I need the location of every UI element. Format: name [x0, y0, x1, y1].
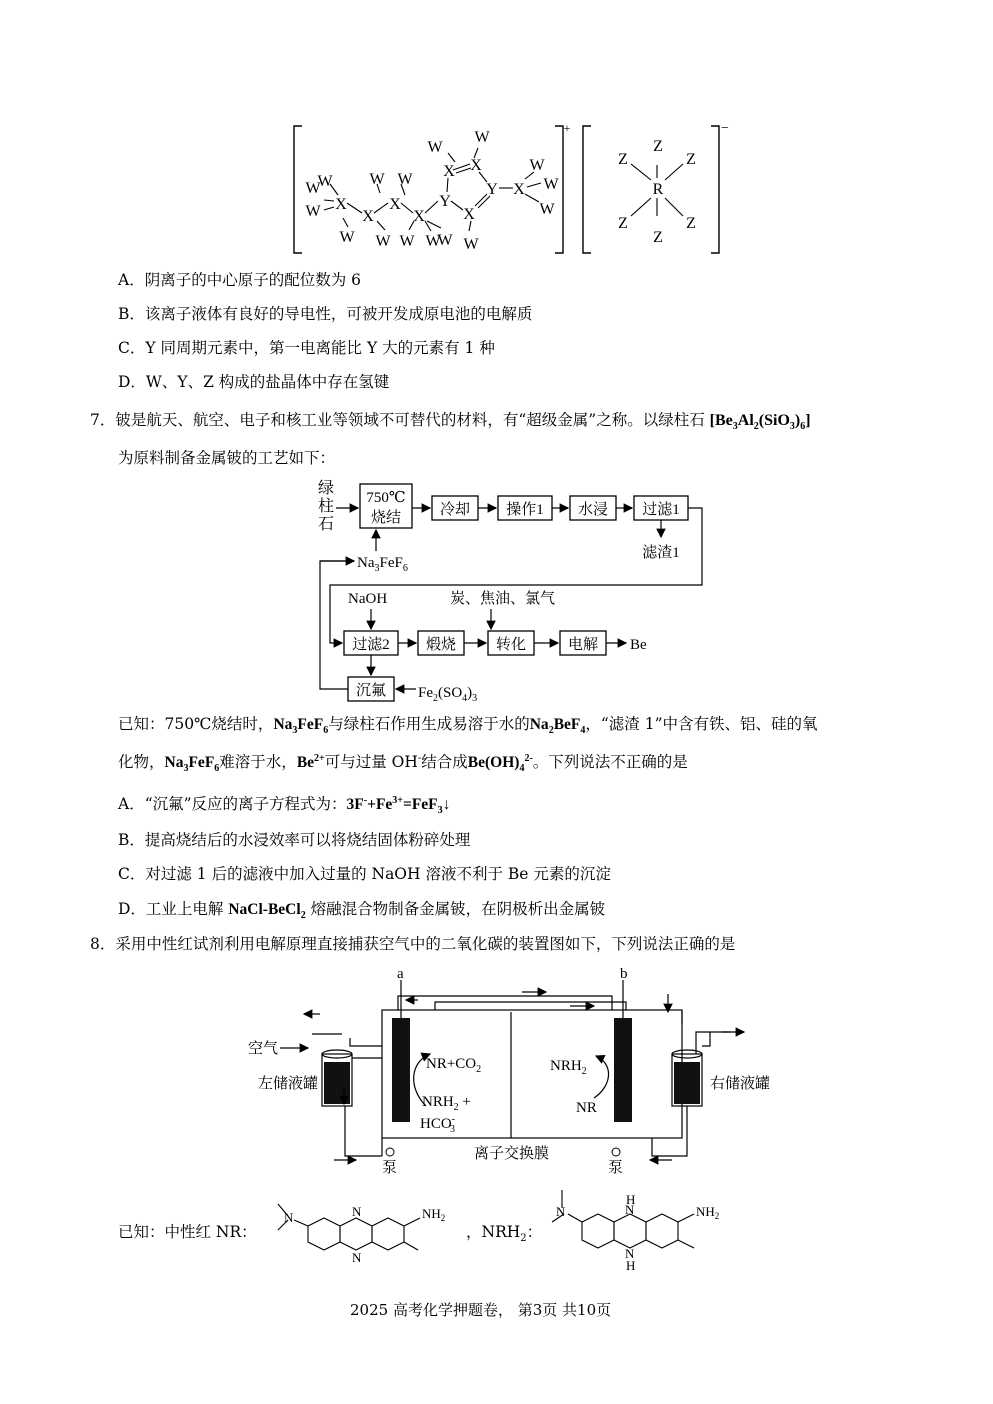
q7-option-b: B．提高烧结后的水浸效率可以将烧结固体粉碎处理 — [118, 831, 471, 849]
q6-option-c: C．Y 同周期元素中，第一电离能比 Y 大的元素有 1 种 — [118, 339, 495, 357]
raw-char3: 石 — [318, 516, 335, 533]
q7-stem-line1: 7．铍是航天、航空、电子和核工业等领域不可替代的材料，有“超级金属”之称。以绿柱石 $[Be_3Al_2(SiO_3)_6]$ — [90, 411, 811, 433]
q8-known-mid: ，$NRH_2$： — [466, 1223, 543, 1245]
op1-label: 操作1 — [506, 502, 544, 518]
atom-w: W — [529, 157, 545, 174]
q7-stem-line2: 为原料制备金属铍的工艺如下： — [118, 449, 336, 467]
right-tank-label: 右储液罐 — [710, 1076, 771, 1092]
h-atom: H — [626, 1192, 636, 1207]
raw-char1: 绿 — [318, 480, 335, 497]
filter2-label: 过滤2 — [352, 637, 390, 653]
n-atom: N — [556, 1204, 566, 1219]
q7-option-c: C．对过滤 1 后的滤液中加入过量的 NaOH 溶液不利于 Be 元素的沉淀 — [118, 865, 611, 883]
atom-w: W — [397, 171, 413, 188]
n-atom: N — [625, 1202, 635, 1217]
left-tank-label: 左储液罐 — [258, 1076, 319, 1092]
atom-x: X — [335, 196, 347, 213]
atom-w: W — [317, 173, 333, 190]
air-label: 空气 — [248, 1041, 279, 1057]
n-atom: N — [625, 1246, 635, 1261]
reagents-label: 炭、焦油、氯气 — [450, 591, 556, 607]
q7-known-line2: 化物，$Na_3FeF_6$难溶于水，$Be^{2+}$可与过量 OH-结合成$Be(OH)_4^{2-}$。下列说法不正确的是 — [118, 752, 688, 775]
naoh-label: NaOH — [348, 591, 388, 607]
atom-z: Z — [618, 151, 628, 168]
ionic-liquid-structure — [285, 118, 735, 263]
atom-y: Y — [439, 193, 451, 210]
q7-option-a: A．“沉氟”反应的离子方程式为：$3F^-+Fe^{3+}=FeF_3↓$ — [118, 794, 451, 817]
n-atom: N — [352, 1204, 362, 1219]
atom-x: X — [362, 208, 374, 225]
atom-z: Z — [618, 215, 628, 232]
atom-z: Z — [653, 229, 663, 246]
atom-x: X — [413, 208, 425, 225]
q7-option-d: D．工业上电解 NaCl-BeCl$_2$ 熔融混合物制备金属铍，在阴极析出金属铍 — [118, 900, 606, 922]
atom-w: W — [539, 201, 555, 218]
atom-x: X — [513, 181, 525, 198]
atom-w: W — [425, 233, 441, 250]
leach-label: 水浸 — [577, 502, 609, 518]
right-bottom-species: NR — [576, 1100, 597, 1116]
atom-w: W — [369, 171, 385, 188]
fe2so43-label: $Fe_2(SO_4)_3$ — [418, 685, 478, 704]
q7-known-line1: 已知：750℃烧结时，$Na_3FeF_6$与绿柱石作用生成易溶于水的$Na_2BeF_4$，“滤渣 1”中含有铁、铝、硅的氧 — [118, 715, 818, 737]
atom-z: Z — [686, 151, 696, 168]
atom-x: X — [470, 157, 482, 174]
atom-w: W — [399, 233, 415, 250]
n-atom: N — [284, 1210, 294, 1225]
q6-option-a: A．阴离子的中心原子的配位数为 6 — [118, 271, 361, 289]
left-bottom-species-2: HCO-3 — [420, 1114, 456, 1135]
left-pump-label: 泵 — [382, 1160, 398, 1176]
atom-w: W — [474, 129, 490, 146]
sinter-temp: 750℃ — [366, 490, 406, 506]
precip-label: 沉氟 — [355, 683, 387, 699]
filter1-label: 过滤1 — [642, 502, 680, 518]
h-atom: H — [626, 1258, 636, 1273]
raw-char2: 柱 — [318, 498, 335, 515]
atom-x: X — [443, 163, 455, 180]
calcine-label: 煅烧 — [425, 637, 457, 653]
beryl-formula: $[Be_3Al_2(SiO_3)_6]$ — [709, 412, 811, 433]
page-footer: 2025 高考化学押题卷， 第3页 共10页 — [350, 1301, 612, 1319]
left-top-species: $NR+CO_2$ — [426, 1056, 482, 1075]
nh2-group: $NH_2$ — [422, 1206, 446, 1223]
q6-option-d: D．W、Y、Z 构成的盐晶体中存在氢键 — [118, 373, 390, 391]
atom-x: X — [463, 206, 475, 223]
anion-charge: − — [721, 121, 729, 136]
q8-known-prefix: 已知：中性红 NR： — [118, 1223, 257, 1241]
sinter-label: 烧结 — [370, 510, 402, 526]
neutral-red-nr-structure — [268, 1196, 468, 1264]
cation-charge: + — [563, 121, 571, 135]
electrode-a-label: a — [397, 966, 404, 982]
atom-z: Z — [686, 215, 696, 232]
atom-r: R — [652, 181, 664, 198]
cool-label: 冷却 — [439, 502, 471, 518]
atom-w: W — [463, 236, 479, 253]
atom-w: W — [339, 229, 355, 246]
atom-w: W — [305, 203, 321, 220]
right-pump-label: 泵 — [608, 1160, 624, 1176]
left-bottom-species: $NRH_2$ + — [422, 1094, 471, 1113]
residue1-label: 滤渣1 — [642, 545, 680, 561]
be-product: Be — [630, 637, 647, 653]
co2-capture-apparatus — [240, 966, 780, 1181]
nrh2-structure — [540, 1184, 750, 1274]
beryllium-process-flowchart — [310, 475, 710, 705]
q6-option-b: B．该离子液体有良好的导电性，可被开发成原电池的电解质 — [118, 305, 533, 323]
atom-w: W — [375, 233, 391, 250]
membrane-label: 离子交换膜 — [474, 1146, 550, 1162]
right-top-species: $NRH_2$ — [550, 1058, 587, 1077]
atom-x: X — [389, 196, 401, 213]
nh2-group: $NH_2$ — [696, 1204, 720, 1221]
na3fef6-label: $Na_3FeF_6$ — [357, 555, 408, 574]
atom-y: Y — [486, 181, 498, 198]
atom-w: W — [305, 180, 321, 197]
q8-stem: 8．采用中性红试剂利用电解原理直接捕获空气中的二氧化碳的装置图如下，下列说法正确的是 — [90, 935, 736, 953]
n-atom: N — [352, 1250, 362, 1264]
atom-w: W — [543, 176, 559, 193]
atom-z: Z — [653, 138, 663, 155]
atom-w: W — [427, 139, 443, 156]
atom-w: W — [437, 232, 453, 249]
electrolysis-label: 电解 — [567, 637, 599, 653]
convert-label: 转化 — [495, 637, 527, 653]
electrode-b-label: b — [620, 966, 628, 982]
